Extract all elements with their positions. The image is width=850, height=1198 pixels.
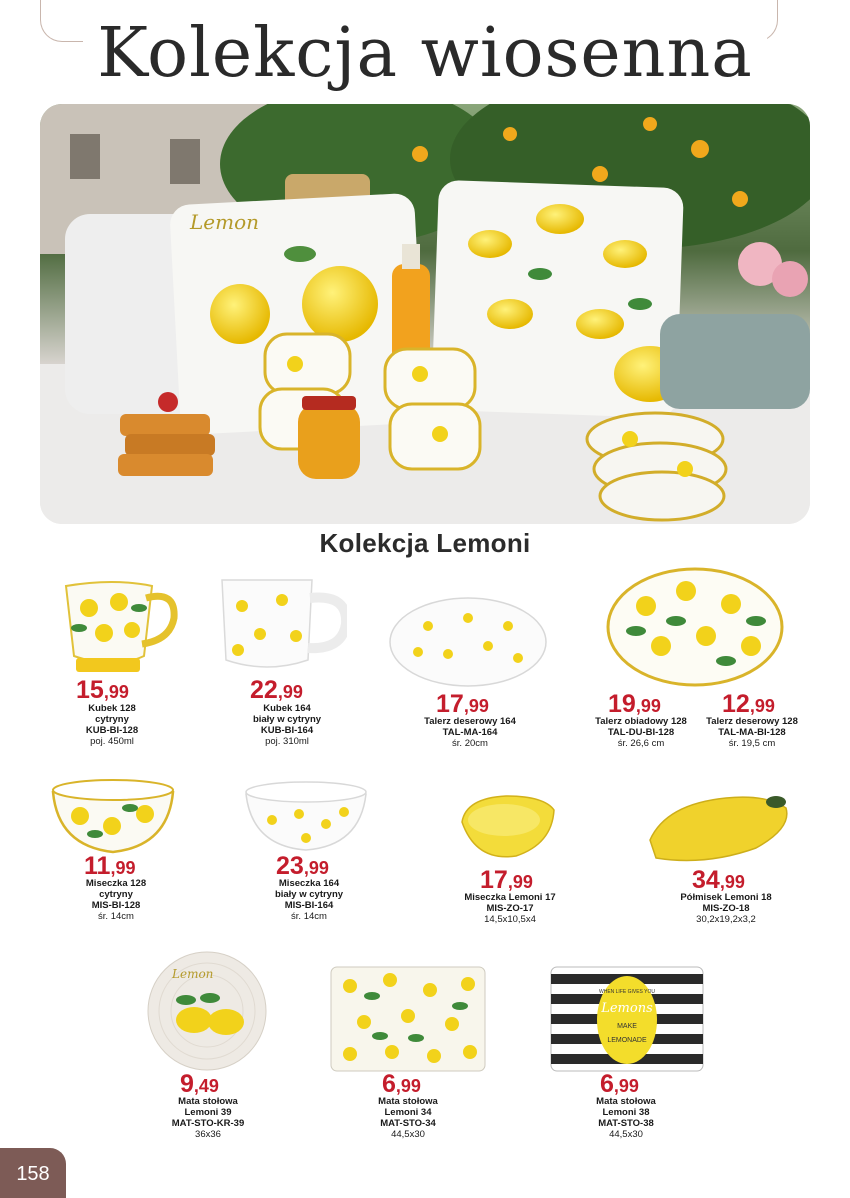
mat-39-lettering: Lemon — [172, 967, 214, 981]
desc-kubek-128: Kubek 128 cytryny KUB-BI-128 poj. 450ml — [85, 703, 139, 747]
mat-38-line-3: MAKE — [617, 1023, 637, 1030]
hero-photo — [40, 104, 810, 524]
striped-mat-38-image — [550, 966, 704, 1072]
bowl-128-image — [50, 776, 176, 854]
price-polmisek-lemoni-18: 34,99 — [692, 866, 745, 894]
price-miseczka-164: 23,99 — [276, 852, 329, 880]
price-mata-lemoni-38: 6,99 — [600, 1070, 639, 1098]
price-mata-lemoni-39: 9,49 — [180, 1070, 219, 1098]
price-talerz-deserowy-128: 12,99 — [722, 690, 775, 718]
price-miseczka-lemoni-17: 17,99 — [480, 866, 533, 894]
bowl-164-image — [244, 778, 368, 852]
desc-mata-lemoni-38: Mata stołowa Lemoni 38 MAT-STO-38 44,5x30 — [596, 1096, 656, 1140]
lemon-dish-17-image — [456, 792, 558, 862]
mat-38-line-1: WHEN LIFE GIVES YOU — [598, 989, 656, 995]
price-miseczka-128: 11,99 — [84, 852, 136, 880]
dessert-plate-164-image — [388, 596, 548, 688]
page-number: 158 — [0, 1148, 66, 1198]
mat-38-line-4: LEMONADE — [607, 1037, 647, 1044]
price-mata-lemoni-34: 6,99 — [382, 1070, 421, 1098]
price-talerz-obiadowy-128: 19,99 — [608, 690, 661, 718]
desc-miseczka-164: Miseczka 164 biały w cytryny MIS-BI-164 śr. 14cm — [274, 878, 344, 922]
desc-mata-lemoni-34: Mata stołowa Lemoni 34 MAT-STO-34 44,5x30 — [378, 1096, 438, 1140]
dinner-plate-128-image — [606, 566, 784, 688]
desc-kubek-164: Kubek 164 biały w cytryny KUB-BI-164 poj. 310ml — [252, 703, 322, 747]
desc-polmisek-lemoni-18: Półmisek Lemoni 18 MIS-ZO-18 30,2x19,2x3,2 — [680, 892, 772, 925]
lemon-platter-18-image — [646, 790, 798, 864]
price-talerz-deserowy-164: 17,99 — [436, 690, 489, 718]
desc-talerz-deserowy-164: Talerz deserowy 164 TAL-MA-164 śr. 20cm — [424, 716, 516, 749]
desc-talerz-deserowy-128: Talerz deserowy 128 TAL-MA-BI-128 śr. 19,5 cm — [706, 716, 798, 749]
page-title: Kolekcja wiosenna — [0, 14, 850, 93]
round-mat-39-image — [146, 950, 268, 1072]
desc-talerz-obiadowy-128: Talerz obiadowy 128 TAL-DU-BI-128 śr. 26,6 cm — [595, 716, 687, 749]
mug-128-image — [44, 578, 179, 678]
price-kubek-128: 15,99 — [76, 676, 129, 704]
price-kubek-164: 22,99 — [250, 676, 303, 704]
rect-mat-34-image — [330, 966, 486, 1072]
desc-miseczka-128: Miseczka 128 cytryny MIS-BI-128 śr. 14cm — [85, 878, 147, 922]
mat-38-line-2: Lemons — [601, 1001, 653, 1016]
desc-miseczka-lemoni-17: Miseczka Lemoni 17 MIS-ZO-17 14,5x10,5x4 — [464, 892, 556, 925]
pillow-lettering: Lemon — [190, 210, 260, 234]
desc-mata-lemoni-39: Mata stołowa Lemoni 39 MAT-STO-KR-39 36x36 — [171, 1096, 245, 1140]
section-title: Kolekcja Lemoni — [319, 528, 531, 558]
mug-164-image — [212, 576, 347, 676]
